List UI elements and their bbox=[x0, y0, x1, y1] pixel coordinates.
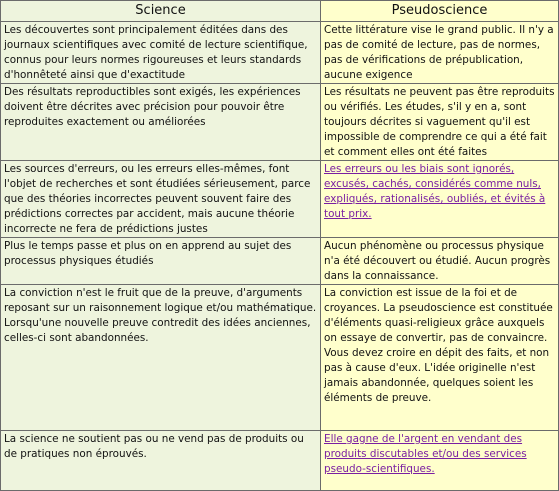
header-row bbox=[1, 1, 559, 22]
science-cell bbox=[1, 285, 321, 431]
table-row bbox=[1, 238, 559, 285]
pseudoscience-text: Les résultats ne peuvent pas être reproduits ou vérifiés. Les études, s'il y en a, sont toujours décrites si vaguement qu'il est impossible de comprendre ce qui a été fait et comment elles ont été faites bbox=[324, 86, 555, 158]
pseudoscience-cell bbox=[321, 84, 559, 161]
science-cell bbox=[1, 84, 321, 161]
header-science: Science bbox=[1, 1, 321, 22]
table-row bbox=[1, 161, 559, 238]
science-text: La conviction n'est le fruit que de la preuve, d'arguments reposant sur un raisonnement logique et/ou mathématique. Lorsqu'une nouvelle preuve contredit des idées anciennes, celles-ci sont abandonnées. bbox=[4, 287, 317, 344]
science-cell bbox=[1, 161, 321, 238]
science-text: Les découvertes sont principalement éditées dans des journaux scientifiques avec comité de lecture scientifique, connus pour leurs normes rigoureuses et leurs standards d'honnêteté ainsi que d'exactitude bbox=[4, 24, 308, 81]
science-text: La science ne soutient pas ou ne vend pas de produits ou de pratiques non éprouvés. bbox=[4, 433, 304, 460]
pseudoscience-link[interactable]: Elle gagne de l'argent en vendant des produits discutables et/ou des services pseudo-scientifiques. bbox=[324, 433, 527, 475]
table-row bbox=[1, 22, 559, 84]
pseudoscience-text: La conviction est issue de la foi et de croyances. La pseudoscience est constituée d'éléments quasi-religieux grâce auxquels on essaye de convertir, pas de convaincre. Vous devez croire en dépit des faits, et non pas à cause d'eux. L'idée originelle n'est jamais abandonnée, quelques soient les éléments de preuve. bbox=[324, 287, 553, 404]
pseudoscience-cell bbox=[321, 285, 559, 431]
pseudoscience-cell bbox=[321, 238, 559, 285]
science-text: Les sources d'erreurs, ou les erreurs elles-mêmes, font l'objet de recherches et sont étudiées sérieusement, parce que des théories incorrectes peuvent souvent faire des prédictions correctes par accident, mais aucune théorie incorrecte ne fera de prédictions justes bbox=[4, 163, 311, 235]
pseudoscience-text: Cette littérature vise le grand public. Il n'y a pas de comité de lecture, pas de normes, pas de vérifications de prépublication, aucune exigence bbox=[324, 24, 554, 81]
pseudoscience-cell bbox=[321, 431, 559, 491]
science-cell bbox=[1, 22, 321, 84]
science-cell bbox=[1, 238, 321, 285]
science-cell bbox=[1, 431, 321, 491]
header-pseudoscience: Pseudoscience bbox=[321, 1, 559, 22]
table-row bbox=[1, 285, 559, 431]
pseudoscience-text: Aucun phénomène ou processus physique n'a été découvert ou étudié. Aucun progrès dans la connaissance. bbox=[324, 240, 551, 282]
pseudoscience-cell bbox=[321, 22, 559, 84]
table-row bbox=[1, 84, 559, 161]
science-text: Des résultats reproductibles sont exigés, les expériences doivent être décrites avec précision pour pouvoir être reproduites exactement ou améliorées bbox=[4, 86, 301, 128]
science-text: Plus le temps passe et plus on en apprend au sujet des processus physiques étudiés bbox=[4, 240, 292, 267]
table-row bbox=[1, 431, 559, 491]
pseudoscience-link[interactable]: Les erreurs ou les biais sont ignorés, excusés, cachés, considérés comme nuls, expliqués, rationalisés, oubliés, et évités à tout prix. bbox=[324, 163, 546, 220]
pseudoscience-cell bbox=[321, 161, 559, 238]
